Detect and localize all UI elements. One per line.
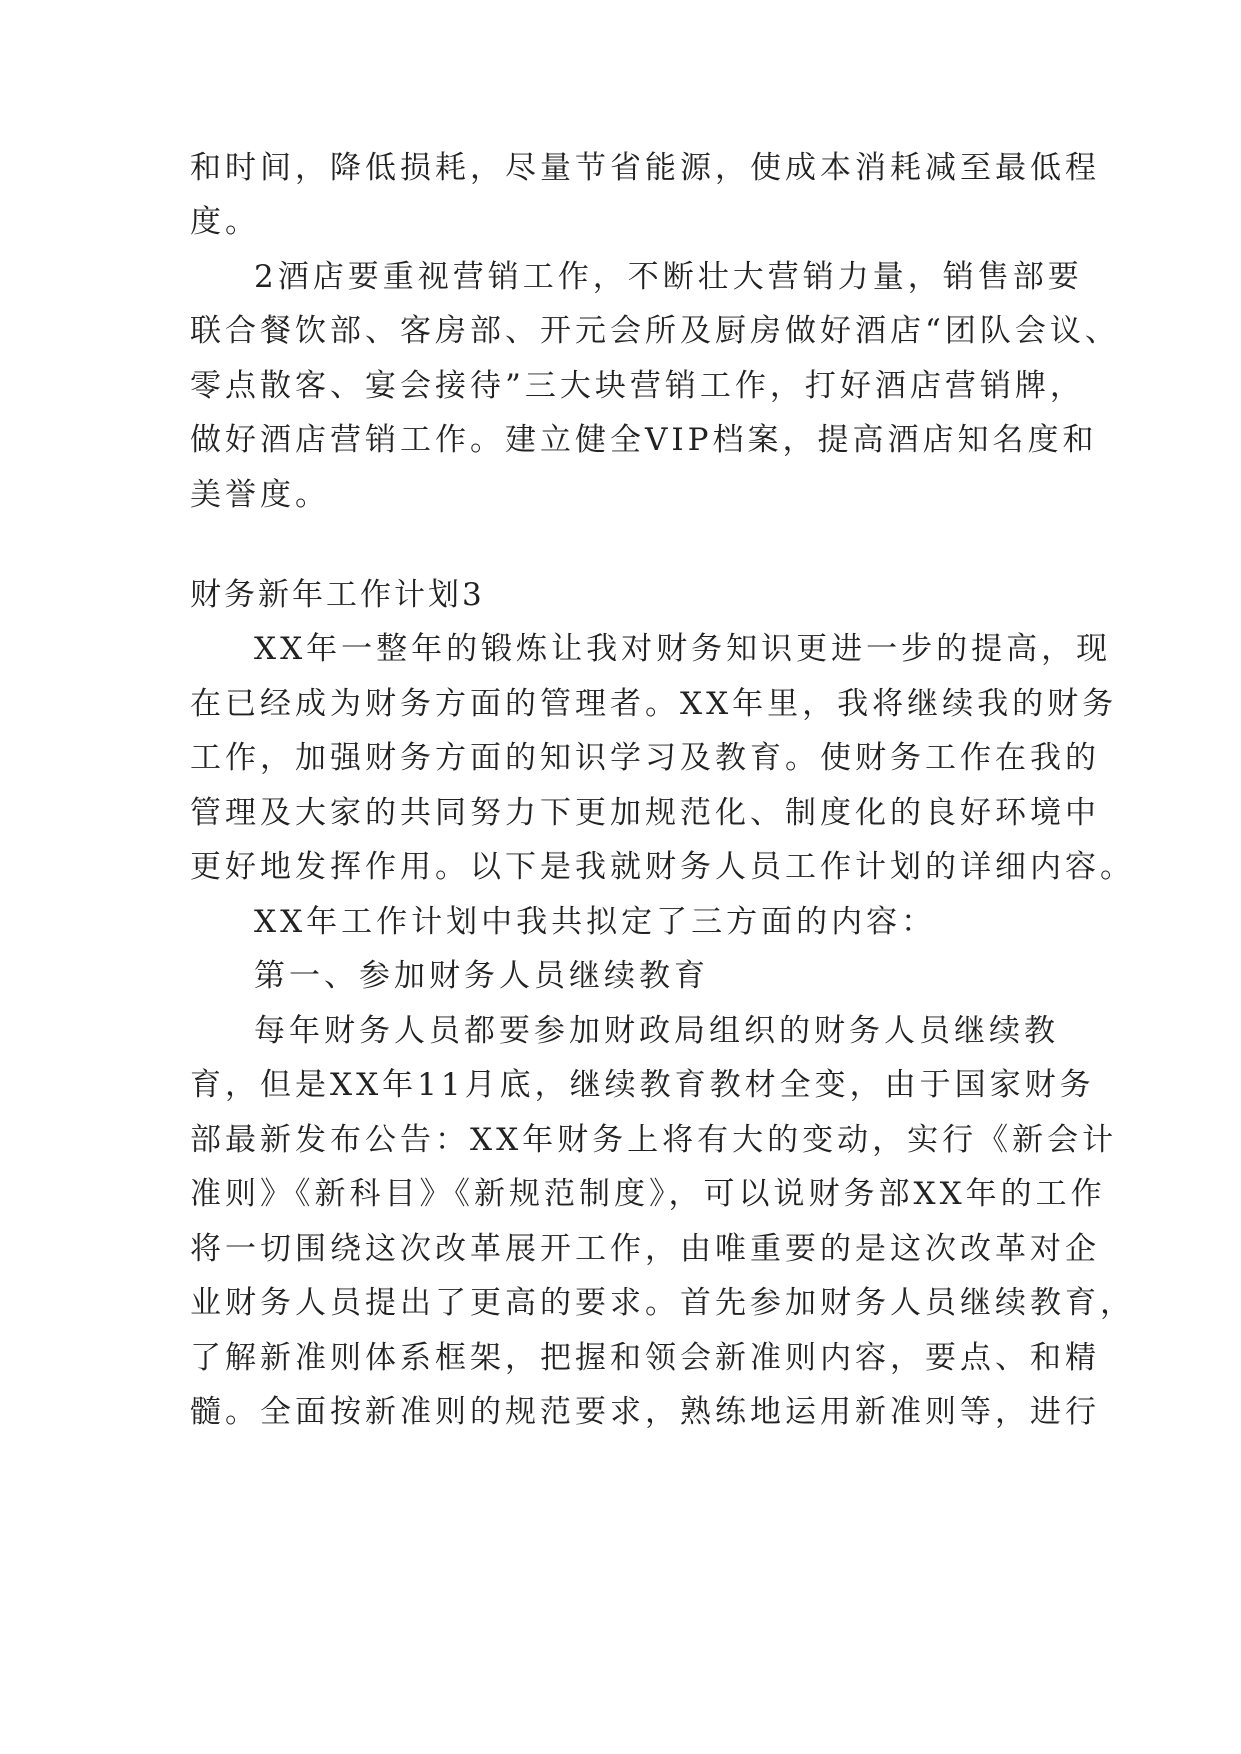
- paragraph-line: 了解新准则体系框架，把握和领会新准则内容，要点、和精: [190, 1340, 1100, 1376]
- subsection-heading: 第一、参加财务人员继续教育: [254, 958, 709, 994]
- paragraph-line: 美誉度。: [190, 477, 330, 513]
- paragraph-line: 零点散客、宴会接待”三大块营销工作，打好酒店营销牌，: [190, 368, 1085, 404]
- paragraph-line: 育，但是XX年11月底，继续教育教材全变，由于国家财务: [190, 1067, 1095, 1103]
- paragraph-line: 准则》《新科目》《新规范制度》，可以说财务部XX年的工作: [190, 1176, 1106, 1212]
- paragraph-line: 将一切围绕这次改革展开工作，由唯重要的是这次改革对企: [190, 1231, 1100, 1267]
- paragraph-line: 在已经成为财务方面的管理者。XX年里，我将继续我的财务: [190, 686, 1118, 722]
- section-title: 财务新年工作计划3: [190, 577, 485, 613]
- paragraph-line: 和时间，降低损耗，尽量节省能源，使成本消耗减至最低程: [190, 150, 1100, 186]
- paragraph-line: 管理及大家的共同努力下更加规范化、制度化的良好环境中: [190, 795, 1100, 831]
- paragraph-line: 髓。全面按新准则的规范要求，熟练地运用新准则等，进行: [190, 1394, 1100, 1430]
- paragraph-line: 更好地发挥作用。以下是我就财务人员工作计划的详细内容。: [190, 849, 1135, 885]
- paragraph-line: 部最新发布公告：XX年财务上将有大的变动，实行《新会计: [190, 1122, 1118, 1158]
- paragraph-line: 度。: [190, 204, 260, 240]
- paragraph-line: 工作，加强财务方面的知识学习及教育。使财务工作在我的: [190, 740, 1100, 776]
- paragraph-line: XX年一整年的锻炼让我对财务知识更进一步的提高，现: [254, 631, 1112, 667]
- paragraph-line: 2酒店要重视营销工作，不断壮大营销力量，销售部要: [254, 259, 1083, 295]
- paragraph-line: 每年财务人员都要参加财政局组织的财务人员继续教: [254, 1013, 1059, 1049]
- paragraph-line: 业财务人员提出了更高的要求。首先参加财务人员继续教育，: [190, 1285, 1135, 1321]
- paragraph-line: 联合餐饮部、客房部、开元会所及厨房做好酒店“团队会议、: [190, 313, 1120, 349]
- paragraph-line: XX年工作计划中我共拟定了三方面的内容：: [254, 904, 937, 940]
- paragraph-line: 做好酒店营销工作。建立健全VIP档案，提高酒店知名度和: [190, 422, 1098, 458]
